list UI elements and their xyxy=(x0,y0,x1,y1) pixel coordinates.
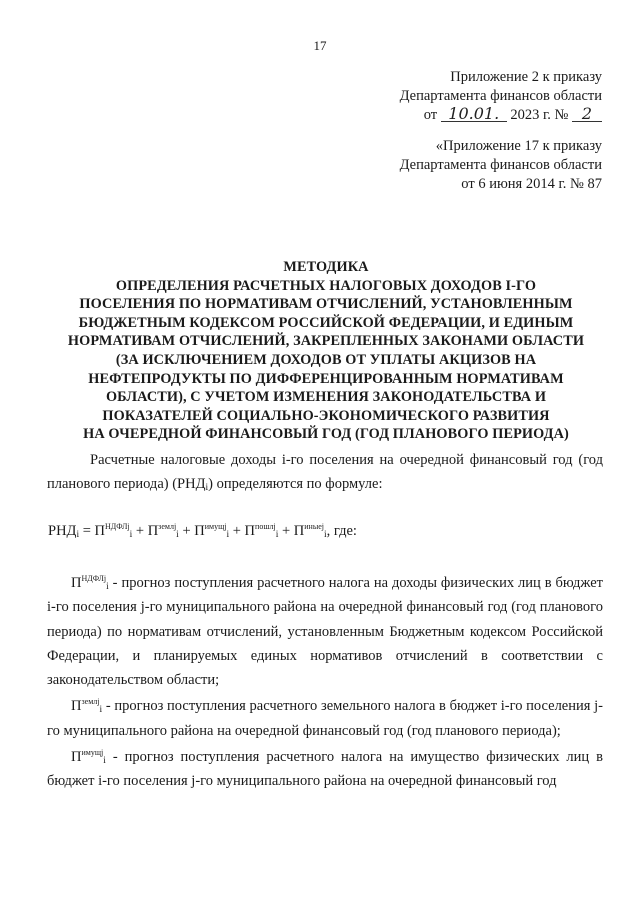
formula-term xyxy=(148,523,179,539)
document-title xyxy=(40,258,612,444)
formula-plus: + xyxy=(229,523,245,539)
appendix-original-header xyxy=(400,137,602,194)
def-sub: i xyxy=(106,582,109,592)
term-base: П xyxy=(293,523,305,539)
formula-plus: + xyxy=(132,523,148,539)
intro-paragraph xyxy=(47,448,603,496)
title-line: ОБЛАСТИ), С УЧЕТОМ ИЗМЕНЕНИЯ ЗАКОНОДАТЕЛЬСТВА И xyxy=(105,389,547,406)
title-line: ПОСЕЛЕНИЯ ПО НОРМАТИВАМ ОТЧИСЛЕНИЙ, УСТАНОВЛЕННЫМ xyxy=(79,296,573,313)
def-text: - прогноз поступления расчетного земельного налога в бюджет i-го поселения j-го муниципального района на очередной финансовый год (год планового периода); xyxy=(47,698,603,739)
term-base: П xyxy=(244,523,256,539)
term-sub: i xyxy=(275,530,279,540)
term-base: П xyxy=(147,523,159,539)
def-symbol: П xyxy=(71,698,82,715)
appendix-current-line2: Департамента финансов области xyxy=(399,88,602,104)
term-sup: НДФЛj xyxy=(105,522,130,531)
page-number: 17 xyxy=(313,38,327,53)
date-prefix: от xyxy=(423,107,438,123)
handwritten-date: 10.01. xyxy=(441,107,507,122)
appendix-current-line3 xyxy=(400,106,602,125)
year-and-number-label: 2023 г. № xyxy=(510,107,569,123)
definitions-list xyxy=(47,571,603,796)
term-sup: землj xyxy=(158,522,177,531)
intro-text-b: ) определяются по формуле: xyxy=(208,476,383,492)
definition-land-tax xyxy=(47,694,603,743)
term-sub: i xyxy=(226,530,230,540)
appendix-original-line2: Департамента финансов области xyxy=(399,157,602,173)
formula-tail: , где: xyxy=(326,523,357,539)
formula-term xyxy=(294,523,327,539)
formula-plus: + xyxy=(178,523,195,539)
term-sup: имущj xyxy=(204,522,227,531)
intro-text-a: Расчетные налоговые доходы i-го поселения на очередной финансовый год (год планового периода) (РНД xyxy=(47,452,603,492)
definition-property-tax xyxy=(47,745,603,794)
title-line: БЮДЖЕТНЫМ КОДЕКСОМ РОССИЙСКОЙ ФЕДЕРАЦИИ, И ЕДИНЫМ xyxy=(78,314,574,331)
intro-subscript: i xyxy=(205,483,209,493)
formula-lhs-sub: i xyxy=(76,530,80,540)
term-sub: i xyxy=(176,530,179,540)
formula-equals: = xyxy=(79,523,95,539)
def-symbol: П xyxy=(71,749,82,766)
formula-plus: + xyxy=(278,523,294,539)
definition-ndfl xyxy=(47,571,603,692)
term-base: П xyxy=(94,523,105,539)
title-line: МЕТОДИКА xyxy=(283,259,369,275)
title-line: ОПРЕДЕЛЕНИЯ РАСЧЕТНЫХ НАЛОГОВЫХ ДОХОДОВ I-ГО xyxy=(115,277,537,294)
def-sup: имущj xyxy=(81,748,104,758)
def-sub: i xyxy=(99,705,103,716)
title-line: (ЗА ИСКЛЮЧЕНИЕМ ДОХОДОВ ОТ УПЛАТЫ АКЦИЗОВ НА xyxy=(115,351,537,368)
appendix-current-header xyxy=(400,68,602,125)
term-sub: i xyxy=(323,530,327,540)
def-text: - прогноз поступления расчетного налога на доходы физических лиц в бюджет i-го поселения j-го муниципального района на очередной финансовый год (год планового периода) по нормативам отчислений, установленным Бюджетным кодексом Российской Федерации, и планируемых единых нормативов отчислений в соответствии с законодательством области; xyxy=(47,575,603,689)
def-sup: НДФЛj xyxy=(81,574,107,583)
formula-lhs: РНД xyxy=(48,523,77,539)
term-base: П xyxy=(194,523,205,539)
appendix-original-line3: от 6 июня 2014 г. № 87 xyxy=(461,176,602,192)
title-line: НА ОЧЕРЕДНОЙ ФИНАНСОВЫЙ ГОД (ГОД ПЛАНОВОГО ПЕРИОДА) xyxy=(83,426,569,443)
appendix-original-line1: «Приложение 17 к приказу xyxy=(435,138,602,154)
formula xyxy=(48,523,357,540)
title-line: НОРМАТИВАМ ОТЧИСЛЕНИЙ, ЗАКРЕПЛЕННЫХ ЗАКОНАМИ ОБЛАСТИ xyxy=(67,333,585,350)
def-text: - прогноз поступления расчетного налога на имущество физических лиц в бюджет i-го поселения j-го муниципального района на очередной финансовый год xyxy=(47,749,603,790)
term-sup: иныеj xyxy=(304,522,324,531)
title-line: НЕФТЕПРОДУКТЫ ПО ДИФФЕРЕНЦИРОВАННЫМ НОРМАТИВАМ xyxy=(88,370,564,387)
formula-term xyxy=(95,523,133,539)
def-symbol: П xyxy=(71,575,82,591)
def-sup: землj xyxy=(81,697,100,707)
formula-term xyxy=(194,523,229,539)
term-sup: пошлj xyxy=(255,522,276,531)
handwritten-order-number: 2 xyxy=(572,107,602,122)
def-sub: i xyxy=(103,756,106,767)
title-line: ПОКАЗАТЕЛЕЙ СОЦИАЛЬНО-ЭКОНОМИЧЕСКОГО РАЗВИТИЯ xyxy=(102,407,550,424)
appendix-current-line1: Приложение 2 к приказу xyxy=(450,69,602,85)
term-sub: i xyxy=(129,530,133,540)
formula-term xyxy=(245,523,279,539)
